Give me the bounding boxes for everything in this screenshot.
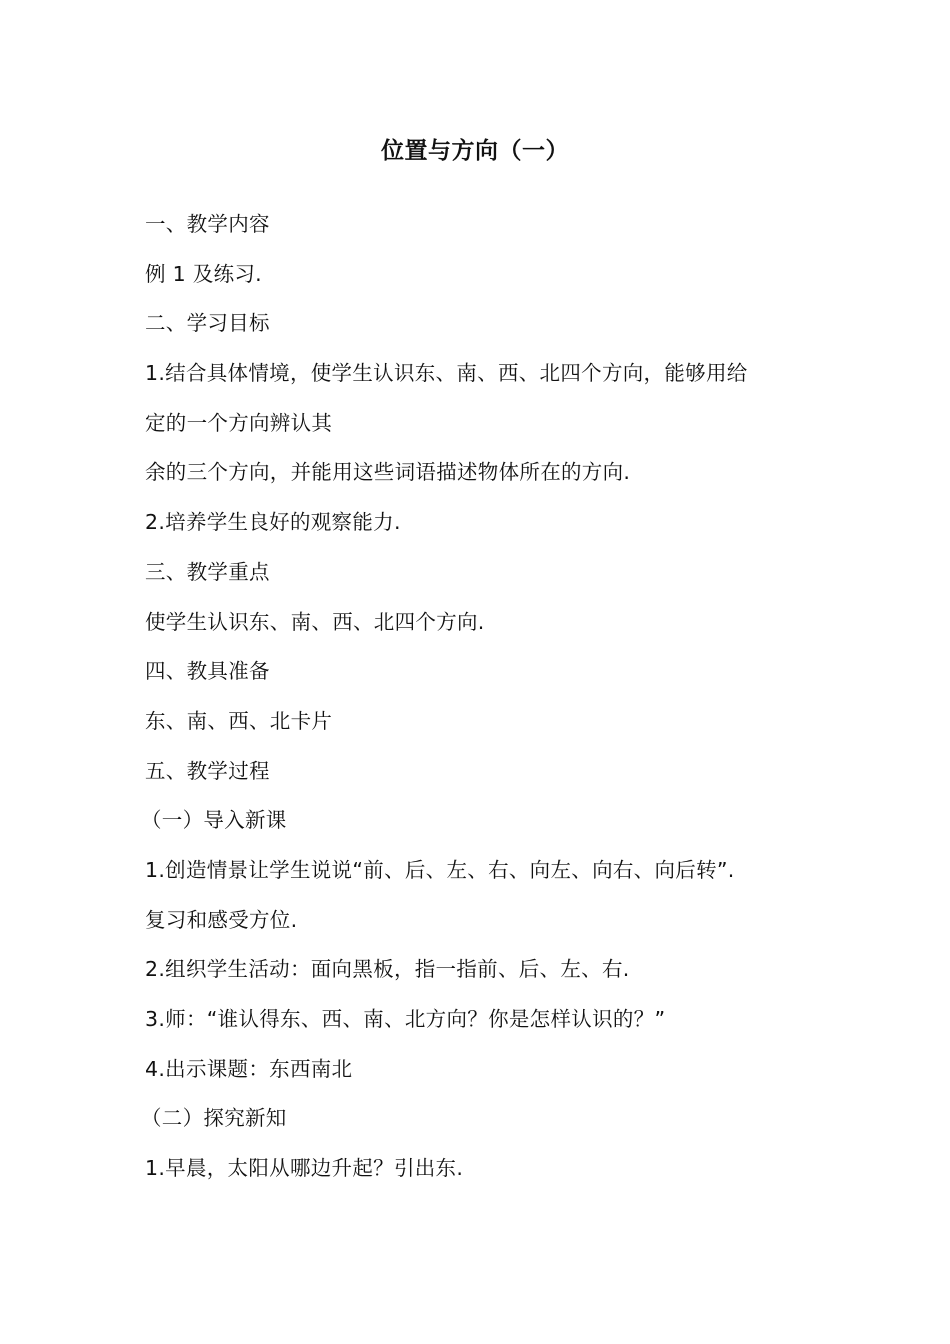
paragraph-line: 余的三个方向，并能用这些词语描述物体所在的方向. <box>145 460 631 485</box>
section-heading-materials: 四、教具准备 <box>145 659 270 684</box>
section-heading-learning-goals: 二、学习目标 <box>145 311 270 336</box>
paragraph-line: 1.早晨，太阳从哪边升起？引出东. <box>145 1156 464 1181</box>
paragraph-line: 4.出示课题：东西南北 <box>145 1056 353 1081</box>
paragraph-line: 复习和感受方位. <box>145 907 298 932</box>
paragraph-line: 东、南、西、北卡片 <box>145 708 333 733</box>
subsection-heading-explore: （二）探究新知 <box>141 1106 287 1131</box>
section-heading-teaching-content: 一、教学内容 <box>145 212 270 236</box>
document-body <box>141 206 825 1200</box>
paragraph-line: 3.师：“谁认得东、西、南、北方向？你是怎样认识的？” <box>145 1007 666 1031</box>
paragraph-line: 2.培养学生良好的观察能力. <box>145 510 401 535</box>
paragraph-line: 1.结合具体情境，使学生认识东、南、西、北四个方向，能够用给 <box>145 361 748 386</box>
paragraph-line: 定的一个方向辨认其 <box>145 410 333 435</box>
subsection-heading-intro: （一）导入新课 <box>141 808 287 833</box>
paragraph-line: 使学生认识东、南、西、北四个方向. <box>145 609 485 634</box>
section-heading-process: 五、教学过程 <box>145 758 270 783</box>
paragraph-line: 1.创造情景让学生说说“前、后、左、右、向左、向右、向后转”. <box>145 857 735 882</box>
section-heading-key-points: 三、教学重点 <box>145 559 270 584</box>
paragraph-line: 2.组织学生活动：面向黑板，指一指前、后、左、右. <box>145 957 630 982</box>
page-title: 位置与方向（一） <box>381 138 569 164</box>
paragraph-line: 例 1 及练习. <box>145 261 262 286</box>
